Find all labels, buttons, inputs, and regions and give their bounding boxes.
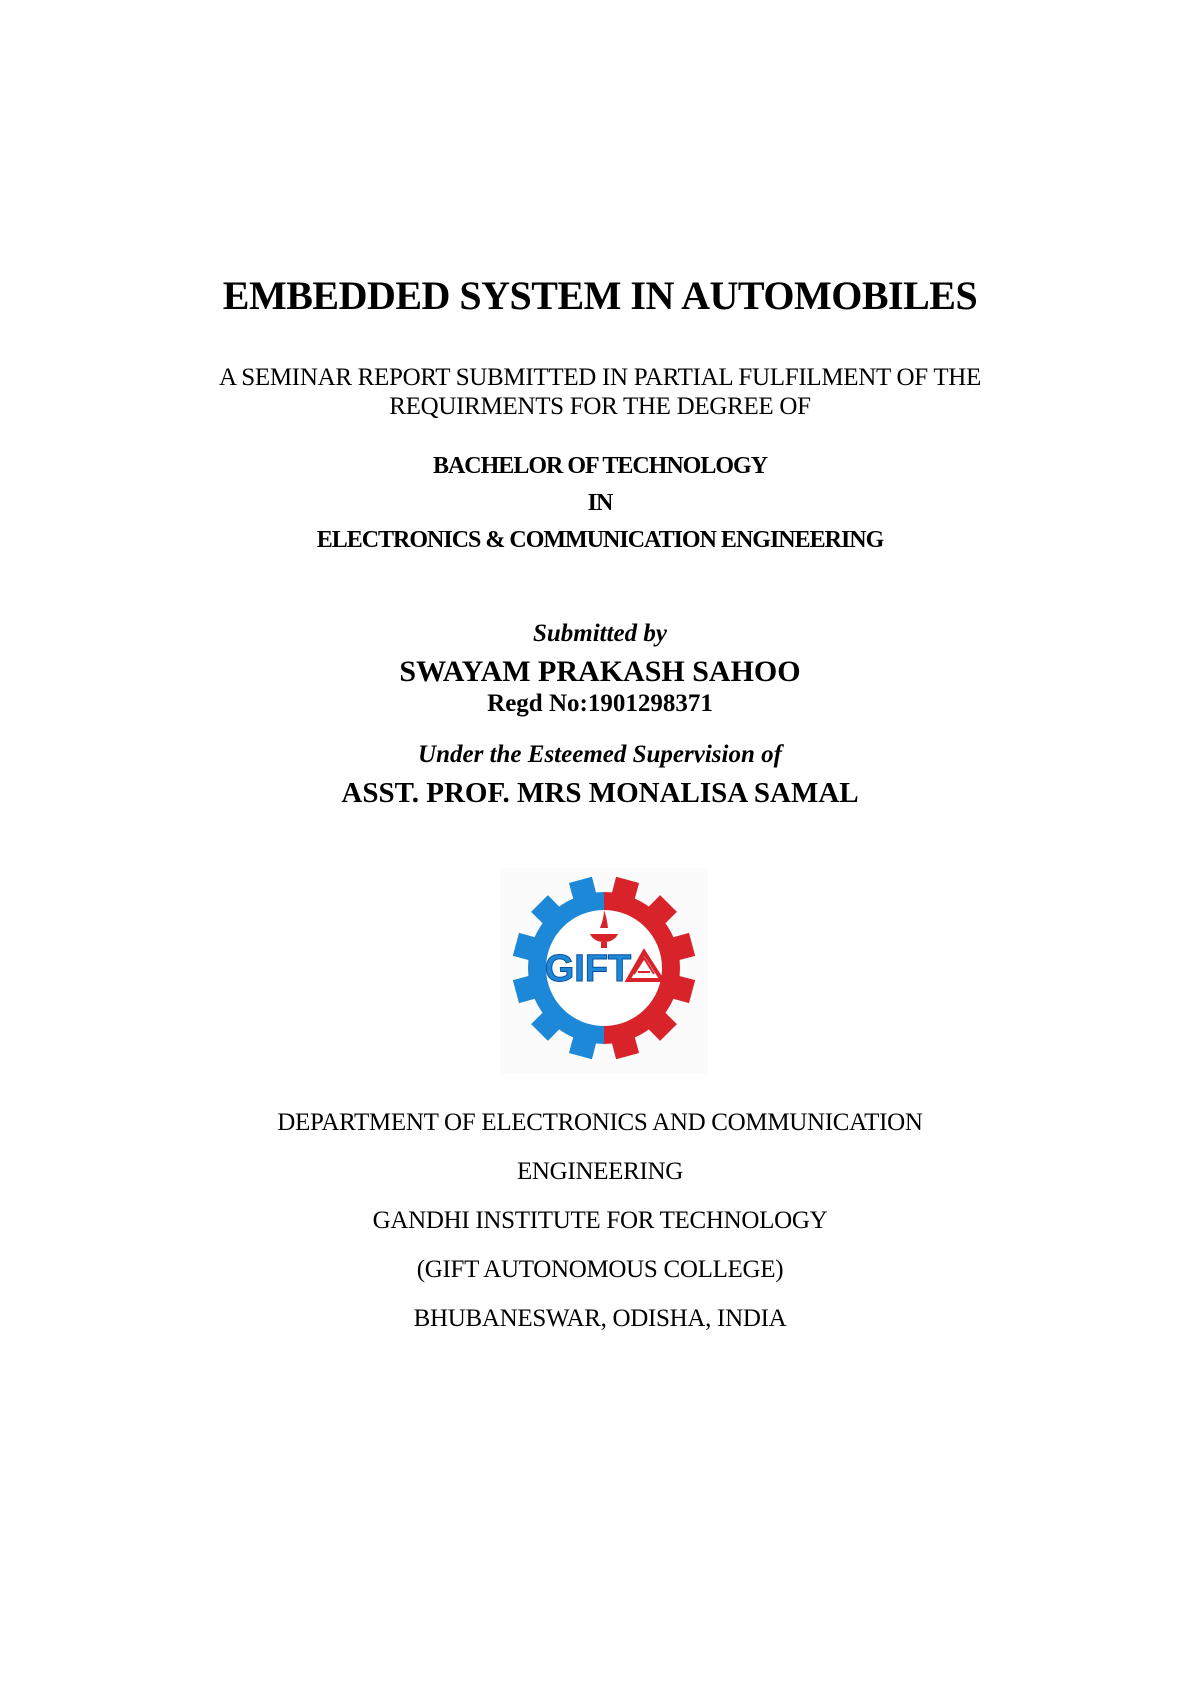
logo-text: GIFT (544, 948, 632, 990)
supervision-label: Under the Esteemed Supervision of (418, 741, 782, 768)
location: BHUBANESWAR, ODISHA, INDIA (413, 1305, 787, 1332)
supervisor-name: ASST. PROF. MRS MONALISA SAMAL (341, 777, 859, 809)
institute-name: GANDHI INSTITUTE FOR TECHNOLOGY (372, 1207, 828, 1234)
department-line-1: DEPARTMENT OF ELECTRONICS AND COMMUNICATION (277, 1109, 923, 1136)
gift-gear-logo-icon (500, 868, 708, 1074)
department-line-2: ENGINEERING (516, 1158, 684, 1185)
student-name: SWAYAM PRAKASH SAHOO (399, 655, 801, 688)
registration-number: Regd No:1901298371 (487, 690, 713, 717)
report-title: EMBEDDED SYSTEM IN AUTOMOBILES (222, 273, 978, 318)
submitted-by-label: Submitted by (532, 620, 668, 647)
degree-connector: IN (587, 490, 613, 516)
degree-branch: ELECTRONICS & COMMUNICATION ENGINEERING (316, 527, 884, 553)
college-name: (GIFT AUTONOMOUS COLLEGE) (416, 1256, 784, 1283)
degree-name: BACHELOR OF TECHNOLOGY (432, 453, 768, 479)
report-subtitle-line-2: REQUIRMENTS FOR THE DEGREE OF (389, 393, 811, 420)
report-subtitle-line-1: A SEMINAR REPORT SUBMITTED IN PARTIAL FULFILMENT OF THE (218, 364, 982, 391)
